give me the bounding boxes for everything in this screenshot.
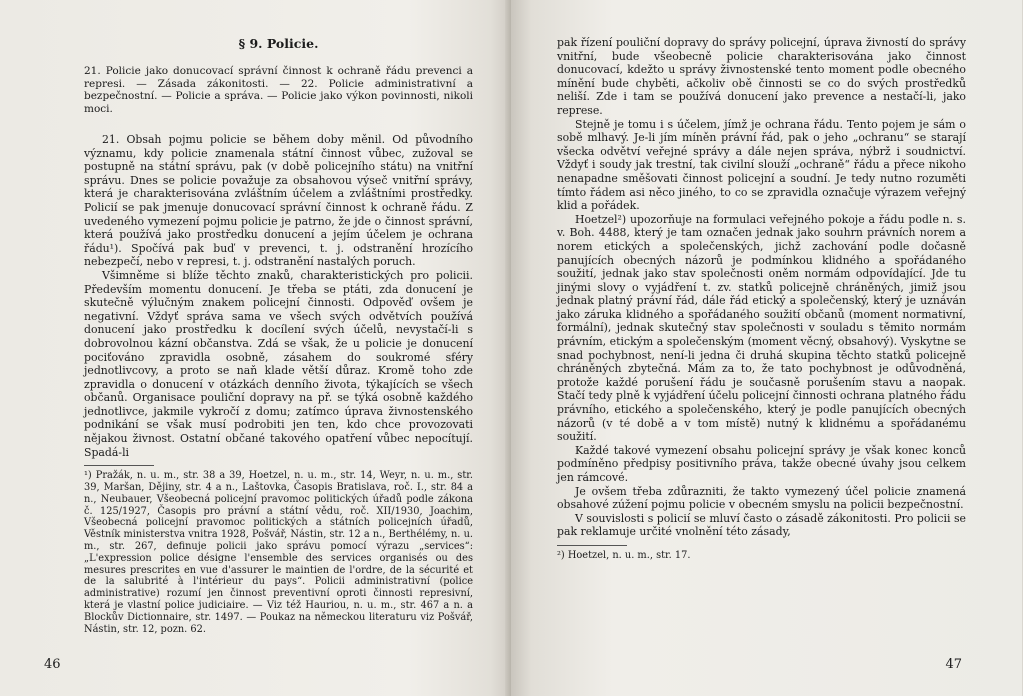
paragraph: Všimněme si blíže těchto znaků, charakteristických pro policii. Především momentu donucení. Je třeba se ptáti, zda donucení je skutečně výlučným znakem policejní činnosti. Odpověď ovšem je negativní. Vždyť správa sama ve všech svých odvětvích používá donucení jako prostředku k docílení svých účelů, nevystačí-li s dobrovolnou kázní občanstva. Zdá se však, že u policie je donucení pociťováno zpravidla osobně, zásahem do soukromé sféry jednotlivcovy, a proto se naň klade větší důraz. Kromě toho zde zpravidla o donucení v otázkách denního života, týkajících se všech občanů. Organisace pouliční dopravy na př. se týká osobně každého jednotlivce, jakmile vykročí z domu; zatímco úprava živnostenského podnikání se však musí podrobiti jen ten, kdo chce provozovati nějakou živnost. Ostatní občané takového opatření vůbec nepocítují. Spadá-li xyxy=(84,268,473,459)
page-number: 46 xyxy=(44,657,61,672)
footnote-rule xyxy=(84,465,154,466)
page-number: 47 xyxy=(945,657,962,672)
footnote: ²) Hoetzel, n. u. m., str. 17. xyxy=(557,549,691,561)
footnote: ¹) Pražák, n. u. m., str. 38 a 39, Hoetzel, n. u. m., str. 14, Weyr, n. u. m., str. 39, Maršan, Dějiny, str. 4 a n., Laštovka, Časopis Bratislava, roč. I., str. 84 a n., Neubauer, Všeobecná policejní pravomoc politických úřadů podle zákona č. 125/1927, Časopis pro právní a státní vědu, roč. XII/1930, Joachim, Všeobecná policejní pravomoc politických a státních policejních úřadů, Věstník ministerstva vnitra 1928, Pošvář, Nástin, str. 12 a n., Berthélémy, n. u. m., str. 267, definuje policii jako správu pomocí výrazu „services“: „L'expression police désigne l'ensemble des services organisés ou des mesures prescrites en vue d'assurer le maintien de l'ordre, de la sécurité et de la salubrité à l'intérieur du pays“. Policii administrativní (police administrative) rozumí jen činnost preventivní oproti činnosti represivní, která je vlastní police judiciaire. — Viz též Hauriou, n. u. m., str. 467 a n. a Blockův Dictionnaire, str. 1497. — Poukaz na německou literaturu viz Pošvář, Nástin, str. 12, pozn. 62. xyxy=(84,470,473,635)
paragraph: Hoetzel²) upozorňuje na formulaci veřejného pokoje a řádu podle n. s. v. Boh. 4488, který je tam označen jednak jako souhrn právních norem a norem etických a společenských, jichž zachování podle dočasně panujících obecných názorů je podmínkou klidného a spořádaného soužití, jednak jako stav společnosti oněm normám odpovídající. Jde tu jinými slovy o vyjádření t. zv. statků policejně chráněných, jimiž jsou jednak platný právní řád, dále řád etický a společenský, který je uznáván jako záruka klidného a spořádaného soužití občanů (moment normativní, formální), jednak skutečný stav společnosti v souladu s těmito normám právním, etickým a společenským (moment věcný, obsahový). Vyskytne se snad pochybnost, není-li jedna či druhá skupina těchto statků policejně chráněných zbytečná. Mám za to, že tato pochybnost je odůvodněná, protože každé porušení řádu je současně porušením stavu a naopak. Stačí tedy plně k vyjádření účelu policejní činnosti ochrana platného řádu právního, etického a společenského, který je podle panujících obecných názorů (v té době a v tom místě) nutný k klidnému a spořádanému soužití. xyxy=(557,212,966,444)
paragraph: 21. Obsah pojmu policie se během doby měnil. Od původního významu, kdy policie znamenala státní činnost vůbec, zužoval se postupně na státní správu, pak (v době policejního státu) na vnitřní správu. Dnes se policie považuje za obsahovou výseč vnitřní správy, která je charakterisována zvláštním účelem a zvláštními prostředky. Policií se pak jmenuje donucovací správní činnost k ochraně řádu. Z uvedeného vymezení pojmu policie je patrno, že jde o činnost správní, která používá jako prostředku donucení a jejím účelem je ochrana řádu¹). Spočívá pak buď v prevenci, t. j. odstranění hrozícího nebezpečí, nebo v represi, t. j. odstranění nastalých poruch. xyxy=(84,133,473,269)
left-page xyxy=(0,0,511,696)
paragraph: pak řízení pouliční dopravy do správy policejní, úprava živností do správy vnitřní, bude všeobecně policie charakterisována jako činnost donucovací, kdežto u správy živnostenské tento moment podle obecného mínění bude chyběti, ačkoliv obě činnosti se co do svých prostředků neliší. Zde i tam se používá donucení jako prevence a nestačí-li, jako represe. xyxy=(557,36,966,117)
paragraph: Je ovšem třeba zdůrazniti, že takto vymezený účel policie znamená obsahové zúžení pojmu policie v obecném smyslu na policii bezpečnostní. xyxy=(557,484,966,512)
paragraph: V souvislosti s policií se mluví často o zásadě zákonitosti. Pro policii se pak reklamuje určité vnolnění této zásady, xyxy=(557,511,966,539)
paragraph: Každé takové vymezení obsahu policejní správy je však konec konců podmíněno předpisy positivního práva, takže obecné úvahy jsou celkem jen rámcové. xyxy=(557,443,966,484)
section-summary: 21. Policie jako donucovací správní činnost k ochraně řádu prevenci a represi. — Zásada zákonitosti. — 22. Policie administrativní a bezpečnostní. — Policie a správa. — Policie jako výkon povinnosti, nikoli moci. xyxy=(84,65,473,115)
right-page xyxy=(511,0,1022,696)
footnote-rule xyxy=(557,545,627,546)
section-heading: § 9. Policie. xyxy=(238,36,319,51)
paragraph: Stejně je tomu i s účelem, jímž je ochrana řádu. Tento pojem je sám o sobě mlhavý. Je-li jím míněn právní řád, pak o jeho „ochranu“ se starají všecka odvětví veřejné správy a dále nejen správa, nýbrž i soudnictví. Vždyť i soudy jak trestní, tak civilní slouží „ochraně“ řádu a přece nikoho nenapadne směšovati činnost policejní a soudní. Je tedy nutno rozuměti tímto řádem asi něco jiného, to co se zpravidla označuje výrazem veřejný klid a pořádek. xyxy=(557,117,966,213)
